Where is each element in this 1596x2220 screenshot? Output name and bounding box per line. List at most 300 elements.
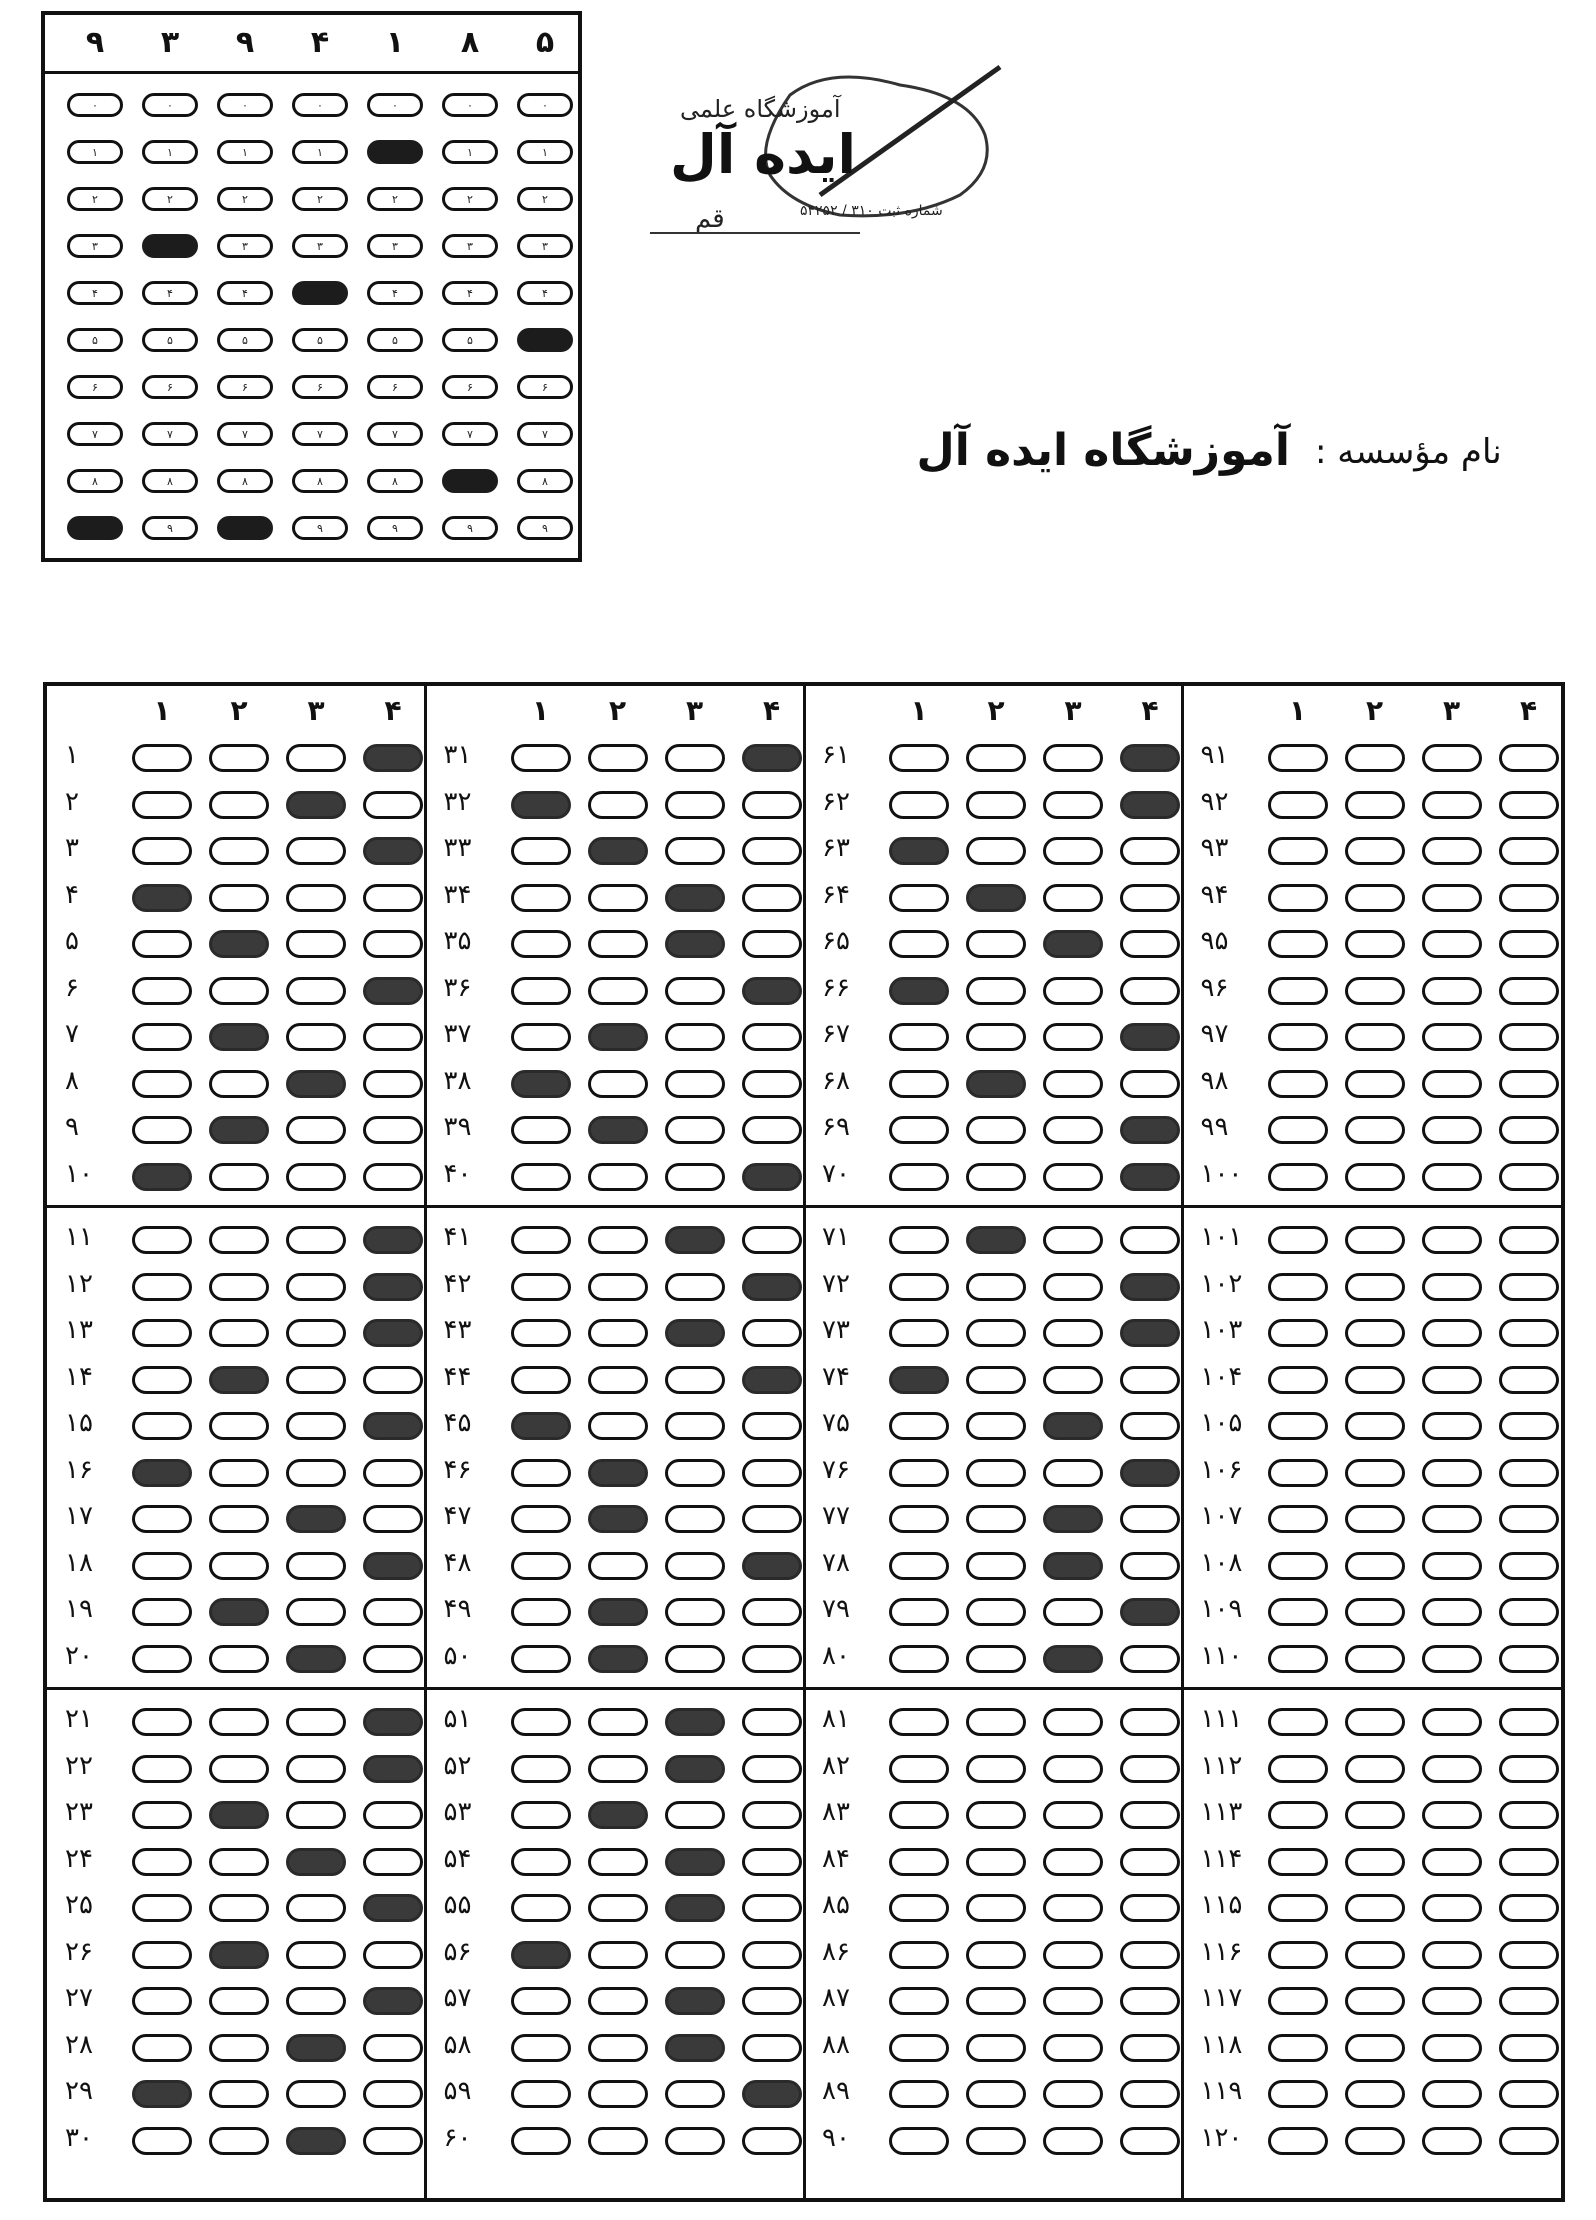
answer-bubble[interactable] <box>966 1848 1026 1876</box>
answer-bubble[interactable] <box>665 1755 725 1783</box>
answer-bubble[interactable] <box>1422 1645 1482 1673</box>
answer-bubble[interactable] <box>363 1116 423 1144</box>
answer-bubble[interactable] <box>1120 1505 1180 1533</box>
answer-bubble[interactable] <box>209 1070 269 1098</box>
answer-bubble[interactable] <box>286 1273 346 1301</box>
answer-bubble[interactable] <box>1043 2127 1103 2155</box>
answer-bubble[interactable] <box>363 977 423 1005</box>
answer-bubble[interactable] <box>588 1226 648 1254</box>
answer-bubble[interactable] <box>1268 1987 1328 2015</box>
answer-bubble[interactable] <box>742 930 802 958</box>
answer-bubble[interactable] <box>286 977 346 1005</box>
id-bubble[interactable] <box>292 328 348 352</box>
answer-bubble[interactable] <box>286 1366 346 1394</box>
id-bubble[interactable] <box>67 234 123 258</box>
answer-bubble[interactable] <box>1499 977 1559 1005</box>
answer-bubble[interactable] <box>1345 2127 1405 2155</box>
answer-bubble[interactable] <box>1499 1848 1559 1876</box>
answer-bubble[interactable] <box>1499 1894 1559 1922</box>
answer-bubble[interactable] <box>1120 1459 1180 1487</box>
answer-bubble[interactable] <box>889 1116 949 1144</box>
answer-bubble[interactable] <box>1120 1755 1180 1783</box>
answer-bubble[interactable] <box>511 1273 571 1301</box>
id-bubble[interactable] <box>292 234 348 258</box>
answer-bubble[interactable] <box>742 2127 802 2155</box>
answer-bubble[interactable] <box>889 1645 949 1673</box>
answer-bubble[interactable] <box>1268 1598 1328 1626</box>
id-bubble[interactable] <box>292 516 348 540</box>
answer-bubble[interactable] <box>1043 1116 1103 1144</box>
answer-bubble[interactable] <box>588 1598 648 1626</box>
answer-bubble[interactable] <box>363 1708 423 1736</box>
answer-bubble[interactable] <box>588 1412 648 1440</box>
answer-bubble[interactable] <box>1120 1163 1180 1191</box>
answer-bubble[interactable] <box>1120 2080 1180 2108</box>
answer-bubble[interactable] <box>665 884 725 912</box>
answer-bubble[interactable] <box>1043 977 1103 1005</box>
id-bubble[interactable] <box>367 375 423 399</box>
answer-bubble[interactable] <box>1120 1987 1180 2015</box>
answer-bubble[interactable] <box>286 1894 346 1922</box>
answer-bubble[interactable] <box>1422 930 1482 958</box>
id-bubble[interactable] <box>142 516 198 540</box>
answer-bubble[interactable] <box>1422 1226 1482 1254</box>
answer-bubble[interactable] <box>665 977 725 1005</box>
answer-bubble[interactable] <box>742 2080 802 2108</box>
id-bubble[interactable] <box>442 93 498 117</box>
answer-bubble[interactable] <box>286 1319 346 1347</box>
id-bubble[interactable] <box>517 93 573 117</box>
answer-bubble[interactable] <box>1422 1163 1482 1191</box>
answer-bubble[interactable] <box>511 791 571 819</box>
answer-bubble[interactable] <box>363 837 423 865</box>
answer-bubble[interactable] <box>742 1848 802 1876</box>
answer-bubble[interactable] <box>1268 2034 1328 2062</box>
answer-bubble[interactable] <box>588 1708 648 1736</box>
answer-bubble[interactable] <box>1422 1273 1482 1301</box>
answer-bubble[interactable] <box>1268 1848 1328 1876</box>
answer-bubble[interactable] <box>665 1552 725 1580</box>
answer-bubble[interactable] <box>363 1319 423 1347</box>
answer-bubble[interactable] <box>742 791 802 819</box>
answer-bubble[interactable] <box>588 1319 648 1347</box>
id-bubble[interactable] <box>217 281 273 305</box>
answer-bubble[interactable] <box>1345 1505 1405 1533</box>
id-bubble[interactable] <box>217 187 273 211</box>
answer-bubble[interactable] <box>511 1755 571 1783</box>
id-bubble[interactable] <box>142 140 198 164</box>
answer-bubble[interactable] <box>1499 1598 1559 1626</box>
answer-bubble[interactable] <box>1043 791 1103 819</box>
answer-bubble[interactable] <box>1043 1319 1103 1347</box>
answer-bubble[interactable] <box>511 1070 571 1098</box>
answer-bubble[interactable] <box>511 1023 571 1051</box>
answer-bubble[interactable] <box>742 1163 802 1191</box>
answer-bubble[interactable] <box>132 977 192 1005</box>
answer-bubble[interactable] <box>665 1987 725 2015</box>
answer-bubble[interactable] <box>742 1023 802 1051</box>
id-bubble[interactable] <box>217 469 273 493</box>
answer-bubble[interactable] <box>1043 1070 1103 1098</box>
answer-bubble[interactable] <box>511 1226 571 1254</box>
answer-bubble[interactable] <box>588 1163 648 1191</box>
answer-bubble[interactable] <box>1120 1848 1180 1876</box>
answer-bubble[interactable] <box>588 744 648 772</box>
answer-bubble[interactable] <box>1120 1070 1180 1098</box>
answer-bubble[interactable] <box>1120 884 1180 912</box>
id-bubble[interactable] <box>142 328 198 352</box>
id-bubble[interactable] <box>217 234 273 258</box>
answer-bubble[interactable] <box>511 1552 571 1580</box>
answer-bubble[interactable] <box>511 884 571 912</box>
answer-bubble[interactable] <box>1043 1848 1103 1876</box>
answer-bubble[interactable] <box>1499 1273 1559 1301</box>
answer-bubble[interactable] <box>209 1116 269 1144</box>
answer-bubble[interactable] <box>363 1645 423 1673</box>
answer-bubble[interactable] <box>966 1987 1026 2015</box>
answer-bubble[interactable] <box>588 1070 648 1098</box>
answer-bubble[interactable] <box>209 930 269 958</box>
answer-bubble[interactable] <box>1268 837 1328 865</box>
id-bubble[interactable] <box>517 140 573 164</box>
answer-bubble[interactable] <box>1120 1598 1180 1626</box>
id-bubble[interactable] <box>67 375 123 399</box>
answer-bubble[interactable] <box>363 1366 423 1394</box>
answer-bubble[interactable] <box>1499 1708 1559 1736</box>
answer-bubble[interactable] <box>966 1755 1026 1783</box>
answer-bubble[interactable] <box>665 1941 725 1969</box>
id-bubble[interactable] <box>67 187 123 211</box>
answer-bubble[interactable] <box>511 2034 571 2062</box>
answer-bubble[interactable] <box>1422 884 1482 912</box>
answer-bubble[interactable] <box>1422 977 1482 1005</box>
answer-bubble[interactable] <box>1345 1412 1405 1440</box>
id-bubble[interactable] <box>367 140 423 164</box>
answer-bubble[interactable] <box>1120 1801 1180 1829</box>
answer-bubble[interactable] <box>889 2127 949 2155</box>
id-bubble[interactable] <box>517 469 573 493</box>
id-bubble[interactable] <box>442 328 498 352</box>
answer-bubble[interactable] <box>209 2127 269 2155</box>
answer-bubble[interactable] <box>1043 1708 1103 1736</box>
answer-bubble[interactable] <box>889 1505 949 1533</box>
id-bubble[interactable] <box>67 516 123 540</box>
answer-bubble[interactable] <box>742 837 802 865</box>
id-bubble[interactable] <box>67 281 123 305</box>
answer-bubble[interactable] <box>132 1848 192 1876</box>
answer-bubble[interactable] <box>665 2034 725 2062</box>
answer-bubble[interactable] <box>1120 1226 1180 1254</box>
answer-bubble[interactable] <box>511 1459 571 1487</box>
answer-bubble[interactable] <box>1422 837 1482 865</box>
id-bubble[interactable] <box>67 93 123 117</box>
answer-bubble[interactable] <box>665 1116 725 1144</box>
answer-bubble[interactable] <box>1345 930 1405 958</box>
answer-bubble[interactable] <box>209 1366 269 1394</box>
answer-bubble[interactable] <box>1043 884 1103 912</box>
answer-bubble[interactable] <box>966 930 1026 958</box>
answer-bubble[interactable] <box>209 1941 269 1969</box>
answer-bubble[interactable] <box>665 2127 725 2155</box>
id-bubble[interactable] <box>142 422 198 446</box>
answer-bubble[interactable] <box>889 1226 949 1254</box>
answer-bubble[interactable] <box>1043 1645 1103 1673</box>
answer-bubble[interactable] <box>209 1226 269 1254</box>
answer-bubble[interactable] <box>1422 2034 1482 2062</box>
answer-bubble[interactable] <box>588 1273 648 1301</box>
answer-bubble[interactable] <box>1422 1848 1482 1876</box>
answer-bubble[interactable] <box>511 1645 571 1673</box>
answer-bubble[interactable] <box>1043 2080 1103 2108</box>
answer-bubble[interactable] <box>665 1459 725 1487</box>
answer-bubble[interactable] <box>1499 1459 1559 1487</box>
answer-bubble[interactable] <box>889 2034 949 2062</box>
id-bubble[interactable] <box>367 422 423 446</box>
id-bubble[interactable] <box>142 281 198 305</box>
answer-bubble[interactable] <box>132 1366 192 1394</box>
answer-bubble[interactable] <box>665 744 725 772</box>
answer-bubble[interactable] <box>286 1645 346 1673</box>
answer-bubble[interactable] <box>588 2080 648 2108</box>
answer-bubble[interactable] <box>889 977 949 1005</box>
answer-bubble[interactable] <box>1043 837 1103 865</box>
answer-bubble[interactable] <box>966 837 1026 865</box>
answer-bubble[interactable] <box>742 1319 802 1347</box>
answer-bubble[interactable] <box>665 837 725 865</box>
answer-bubble[interactable] <box>286 2080 346 2108</box>
answer-bubble[interactable] <box>966 1801 1026 1829</box>
answer-bubble[interactable] <box>1345 1801 1405 1829</box>
answer-bubble[interactable] <box>665 1708 725 1736</box>
answer-bubble[interactable] <box>132 1708 192 1736</box>
answer-bubble[interactable] <box>1043 1755 1103 1783</box>
answer-bubble[interactable] <box>665 1505 725 1533</box>
answer-bubble[interactable] <box>363 1801 423 1829</box>
answer-bubble[interactable] <box>1268 1226 1328 1254</box>
answer-bubble[interactable] <box>1499 1505 1559 1533</box>
answer-bubble[interactable] <box>132 1987 192 2015</box>
answer-bubble[interactable] <box>132 884 192 912</box>
answer-bubble[interactable] <box>132 1319 192 1347</box>
answer-bubble[interactable] <box>588 1941 648 1969</box>
id-bubble[interactable] <box>142 234 198 258</box>
answer-bubble[interactable] <box>1120 2034 1180 2062</box>
answer-bubble[interactable] <box>1499 1319 1559 1347</box>
answer-bubble[interactable] <box>889 1941 949 1969</box>
id-bubble[interactable] <box>442 187 498 211</box>
answer-bubble[interactable] <box>363 1023 423 1051</box>
answer-bubble[interactable] <box>966 791 1026 819</box>
id-bubble[interactable] <box>217 422 273 446</box>
answer-bubble[interactable] <box>511 2080 571 2108</box>
answer-bubble[interactable] <box>286 1755 346 1783</box>
answer-bubble[interactable] <box>209 1755 269 1783</box>
answer-bubble[interactable] <box>511 930 571 958</box>
answer-bubble[interactable] <box>1422 1023 1482 1051</box>
answer-bubble[interactable] <box>132 1163 192 1191</box>
answer-bubble[interactable] <box>588 2034 648 2062</box>
answer-bubble[interactable] <box>1422 1459 1482 1487</box>
answer-bubble[interactable] <box>286 1459 346 1487</box>
answer-bubble[interactable] <box>363 2127 423 2155</box>
answer-bubble[interactable] <box>1422 2080 1482 2108</box>
answer-bubble[interactable] <box>889 1366 949 1394</box>
answer-bubble[interactable] <box>1120 1273 1180 1301</box>
answer-bubble[interactable] <box>1268 1366 1328 1394</box>
answer-bubble[interactable] <box>1345 1941 1405 1969</box>
answer-bubble[interactable] <box>588 977 648 1005</box>
answer-bubble[interactable] <box>511 1987 571 2015</box>
answer-bubble[interactable] <box>1345 1459 1405 1487</box>
answer-bubble[interactable] <box>665 930 725 958</box>
id-bubble[interactable] <box>517 375 573 399</box>
answer-bubble[interactable] <box>286 1505 346 1533</box>
answer-bubble[interactable] <box>1268 1070 1328 1098</box>
answer-bubble[interactable] <box>1043 1598 1103 1626</box>
answer-bubble[interactable] <box>1345 1645 1405 1673</box>
answer-bubble[interactable] <box>742 1645 802 1673</box>
id-bubble[interactable] <box>67 469 123 493</box>
answer-bubble[interactable] <box>1268 744 1328 772</box>
answer-bubble[interactable] <box>511 2127 571 2155</box>
answer-bubble[interactable] <box>1499 1116 1559 1144</box>
id-bubble[interactable] <box>292 93 348 117</box>
answer-bubble[interactable] <box>209 2080 269 2108</box>
answer-bubble[interactable] <box>966 1894 1026 1922</box>
answer-bubble[interactable] <box>1499 1645 1559 1673</box>
answer-bubble[interactable] <box>889 884 949 912</box>
answer-bubble[interactable] <box>1268 1755 1328 1783</box>
answer-bubble[interactable] <box>665 1801 725 1829</box>
answer-bubble[interactable] <box>889 1163 949 1191</box>
answer-bubble[interactable] <box>1043 2034 1103 2062</box>
answer-bubble[interactable] <box>1422 1116 1482 1144</box>
answer-bubble[interactable] <box>889 1412 949 1440</box>
answer-bubble[interactable] <box>286 1708 346 1736</box>
answer-bubble[interactable] <box>1499 2127 1559 2155</box>
answer-bubble[interactable] <box>742 1505 802 1533</box>
answer-bubble[interactable] <box>1043 1801 1103 1829</box>
answer-bubble[interactable] <box>1345 1848 1405 1876</box>
id-bubble[interactable] <box>67 422 123 446</box>
answer-bubble[interactable] <box>1345 977 1405 1005</box>
id-bubble[interactable] <box>67 328 123 352</box>
id-bubble[interactable] <box>442 281 498 305</box>
answer-bubble[interactable] <box>966 1116 1026 1144</box>
id-bubble[interactable] <box>367 234 423 258</box>
answer-bubble[interactable] <box>1268 2127 1328 2155</box>
answer-bubble[interactable] <box>1422 1505 1482 1533</box>
answer-bubble[interactable] <box>363 1552 423 1580</box>
answer-bubble[interactable] <box>966 1273 1026 1301</box>
answer-bubble[interactable] <box>966 1598 1026 1626</box>
answer-bubble[interactable] <box>209 1598 269 1626</box>
answer-bubble[interactable] <box>665 1273 725 1301</box>
answer-bubble[interactable] <box>209 1505 269 1533</box>
answer-bubble[interactable] <box>1268 1023 1328 1051</box>
answer-bubble[interactable] <box>1120 930 1180 958</box>
answer-bubble[interactable] <box>132 1023 192 1051</box>
answer-bubble[interactable] <box>742 1273 802 1301</box>
answer-bubble[interactable] <box>665 1894 725 1922</box>
answer-bubble[interactable] <box>1345 1366 1405 1394</box>
id-bubble[interactable] <box>142 375 198 399</box>
id-bubble[interactable] <box>442 422 498 446</box>
id-bubble[interactable] <box>217 93 273 117</box>
answer-bubble[interactable] <box>1499 791 1559 819</box>
answer-bubble[interactable] <box>363 2080 423 2108</box>
answer-bubble[interactable] <box>1499 1163 1559 1191</box>
answer-bubble[interactable] <box>132 1459 192 1487</box>
answer-bubble[interactable] <box>1499 1226 1559 1254</box>
answer-bubble[interactable] <box>363 930 423 958</box>
answer-bubble[interactable] <box>511 1505 571 1533</box>
answer-bubble[interactable] <box>588 1023 648 1051</box>
answer-bubble[interactable] <box>1422 1755 1482 1783</box>
id-bubble[interactable] <box>292 187 348 211</box>
answer-bubble[interactable] <box>286 1598 346 1626</box>
answer-bubble[interactable] <box>511 1801 571 1829</box>
id-bubble[interactable] <box>292 469 348 493</box>
answer-bubble[interactable] <box>1499 1987 1559 2015</box>
answer-bubble[interactable] <box>588 1801 648 1829</box>
answer-bubble[interactable] <box>209 1459 269 1487</box>
id-bubble[interactable] <box>292 375 348 399</box>
answer-bubble[interactable] <box>1422 1552 1482 1580</box>
answer-bubble[interactable] <box>1345 1226 1405 1254</box>
answer-bubble[interactable] <box>209 1708 269 1736</box>
answer-bubble[interactable] <box>1499 744 1559 772</box>
answer-bubble[interactable] <box>742 1459 802 1487</box>
answer-bubble[interactable] <box>363 1505 423 1533</box>
answer-bubble[interactable] <box>1120 1894 1180 1922</box>
answer-bubble[interactable] <box>1345 1987 1405 2015</box>
answer-bubble[interactable] <box>1345 1116 1405 1144</box>
answer-bubble[interactable] <box>966 977 1026 1005</box>
answer-bubble[interactable] <box>1422 791 1482 819</box>
answer-bubble[interactable] <box>209 1023 269 1051</box>
answer-bubble[interactable] <box>1499 1941 1559 1969</box>
id-bubble[interactable] <box>367 281 423 305</box>
answer-bubble[interactable] <box>286 1023 346 1051</box>
answer-bubble[interactable] <box>286 1552 346 1580</box>
answer-bubble[interactable] <box>286 884 346 912</box>
answer-bubble[interactable] <box>286 791 346 819</box>
answer-bubble[interactable] <box>665 2080 725 2108</box>
answer-bubble[interactable] <box>286 2127 346 2155</box>
answer-bubble[interactable] <box>511 1708 571 1736</box>
answer-bubble[interactable] <box>966 1366 1026 1394</box>
answer-bubble[interactable] <box>209 744 269 772</box>
answer-bubble[interactable] <box>363 1987 423 2015</box>
answer-bubble[interactable] <box>132 1226 192 1254</box>
id-bubble[interactable] <box>217 516 273 540</box>
id-bubble[interactable] <box>442 375 498 399</box>
answer-bubble[interactable] <box>889 1987 949 2015</box>
answer-bubble[interactable] <box>1120 1116 1180 1144</box>
answer-bubble[interactable] <box>209 1848 269 1876</box>
answer-bubble[interactable] <box>742 884 802 912</box>
answer-bubble[interactable] <box>363 1755 423 1783</box>
answer-bubble[interactable] <box>1499 1755 1559 1783</box>
answer-bubble[interactable] <box>889 1459 949 1487</box>
id-bubble[interactable] <box>292 281 348 305</box>
answer-bubble[interactable] <box>889 744 949 772</box>
answer-bubble[interactable] <box>1043 1459 1103 1487</box>
answer-bubble[interactable] <box>1345 837 1405 865</box>
answer-bubble[interactable] <box>1268 930 1328 958</box>
answer-bubble[interactable] <box>966 1459 1026 1487</box>
